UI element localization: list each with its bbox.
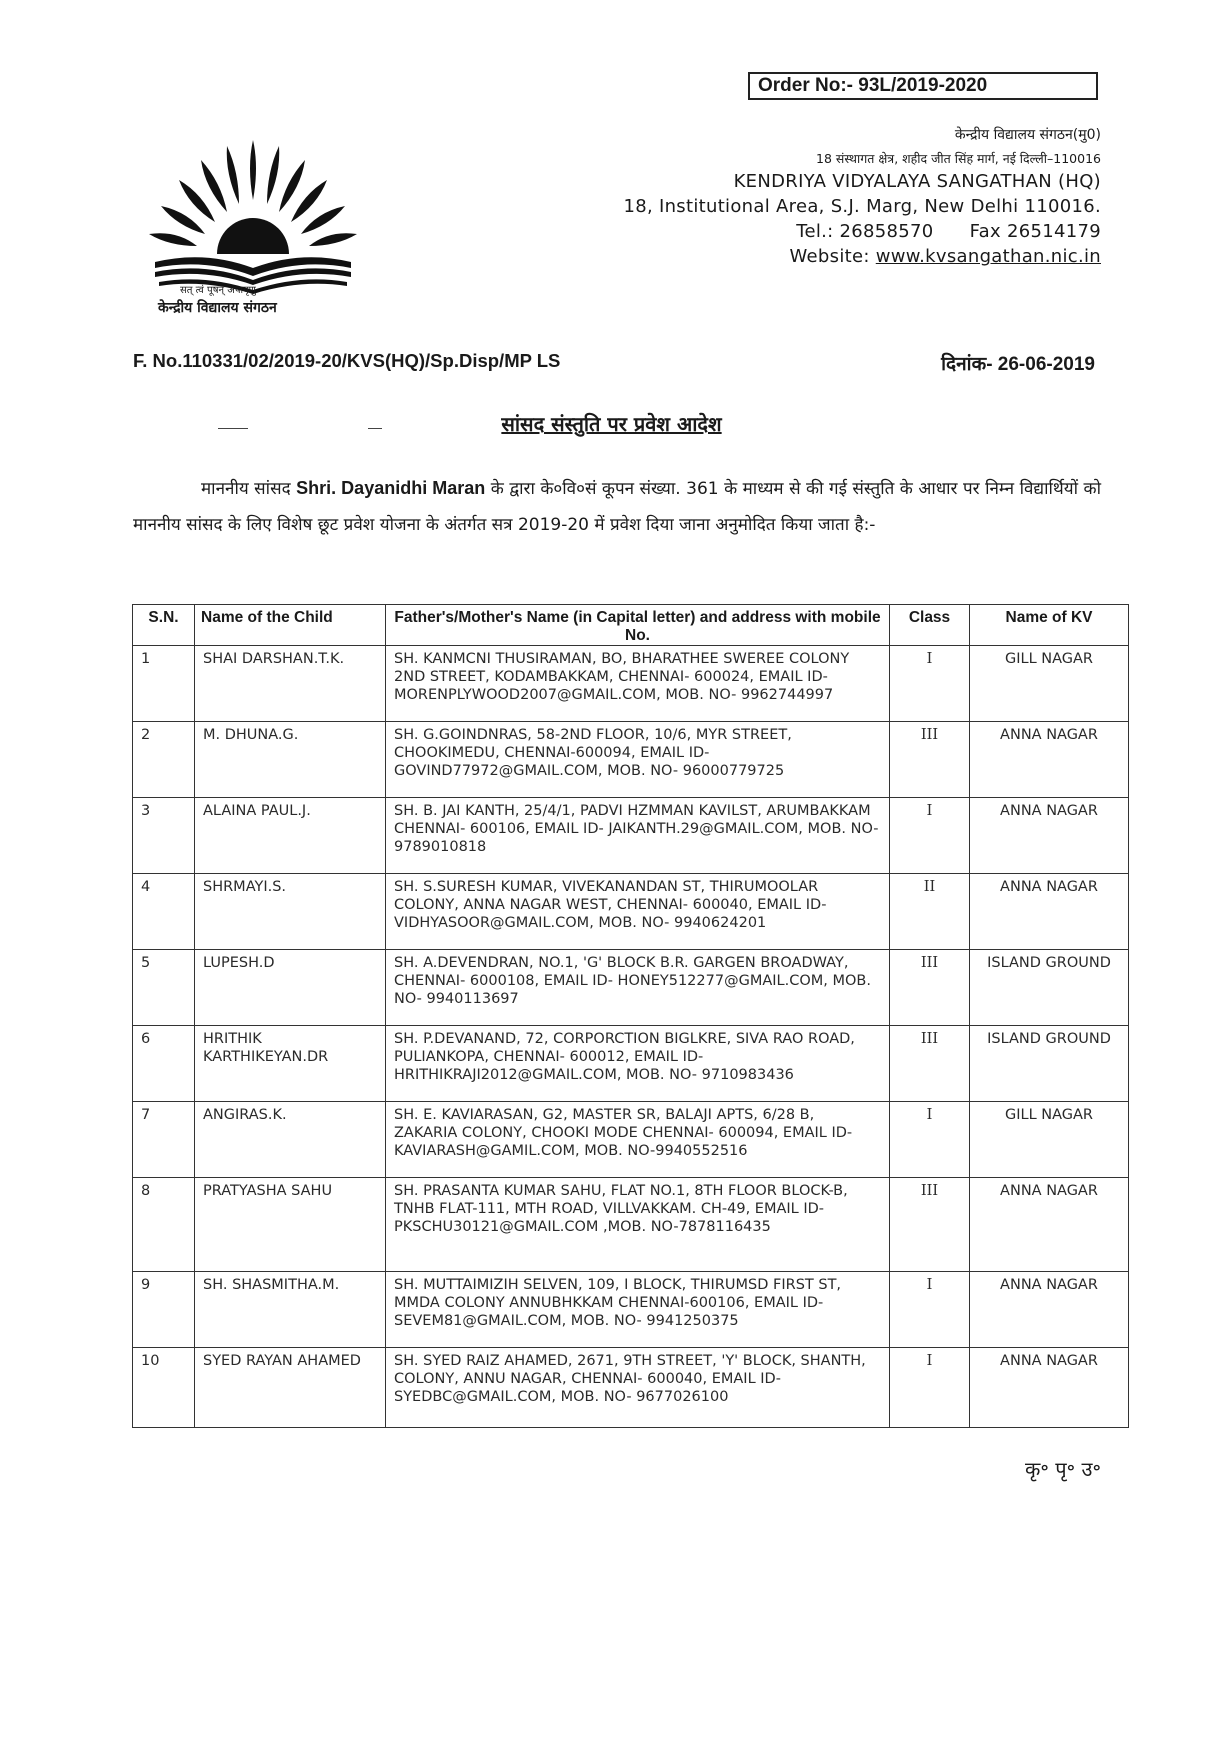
website-label: Website: bbox=[789, 246, 876, 267]
table-row bbox=[133, 1102, 1129, 1178]
cell-kv-name: ANNA NAGAR bbox=[970, 1348, 1129, 1428]
cell-sn: 5 bbox=[133, 950, 195, 1026]
table-row bbox=[133, 722, 1129, 798]
mp-name: Shri. Dayanidhi Maran bbox=[296, 478, 486, 498]
cell-kv-name: ANNA NAGAR bbox=[970, 874, 1129, 950]
header-class: Class bbox=[890, 605, 970, 646]
cell-parent-details: SH. S.SURESH KUMAR, VIVEKANANDAN ST, THIRUMOOLAR COLONY, ANNA NAGAR WEST, CHENNAI- 600040, EMAIL ID- VIDHYASOOR@GMAIL.COM, MOB. NO- 9940624201 bbox=[386, 874, 890, 950]
cell-class: I bbox=[890, 1348, 970, 1428]
address-hindi-street: 18 संस्थागत क्षेत्र, शहीद जीत सिंह मार्ग, नई दिल्ली–110016 bbox=[816, 151, 1101, 166]
website-line bbox=[790, 246, 1102, 267]
cell-class: I bbox=[890, 1272, 970, 1348]
please-turn-over: कृ॰ पृ॰ उ॰ bbox=[1025, 1457, 1101, 1481]
cell-parent-details: SH. SYED RAIZ AHAMED, 2671, 9TH STREET, 'Y' BLOCK, SHANTH, COLONY, ANNU NAGAR, CHENNAI- 600040, EMAIL ID- SYEDBC@GMAIL.COM, MOB. NO- 9677026100 bbox=[386, 1348, 890, 1428]
table-row bbox=[133, 950, 1129, 1026]
cell-kv-name: ANNA NAGAR bbox=[970, 1178, 1129, 1272]
org-name: KENDRIYA VIDYALAYA SANGATHAN (HQ) bbox=[733, 171, 1101, 192]
intro-text-1: माननीय सांसद bbox=[201, 479, 297, 499]
admission-table bbox=[132, 604, 1129, 1428]
cell-sn: 8 bbox=[133, 1178, 195, 1272]
cell-kv-name: ISLAND GROUND bbox=[970, 1026, 1129, 1102]
address-hindi-name: केन्द्रीय विद्यालय संगठन(मु0) bbox=[954, 127, 1101, 143]
table-row bbox=[133, 798, 1129, 874]
address-street: 18, Institutional Area, S.J. Marg, New Delhi 110016. bbox=[623, 196, 1101, 217]
cell-sn: 6 bbox=[133, 1026, 195, 1102]
cell-parent-details: SH. A.DEVENDRAN, NO.1, 'G' BLOCK B.R. GARGEN BROADWAY, CHENNAI- 6000108, EMAIL ID- HONEY512277@GMAIL.COM, MOB. NO- 9940113697 bbox=[386, 950, 890, 1026]
header-kv-name: Name of KV bbox=[970, 605, 1129, 646]
order-number: Order No:- 93L/2019-2020 bbox=[748, 72, 1098, 100]
table-row bbox=[133, 874, 1129, 950]
table-row bbox=[133, 1348, 1129, 1428]
cell-sn: 10 bbox=[133, 1348, 195, 1428]
cell-parent-details: SH. P.DEVANAND, 72, CORPORCTION BIGLKRE, SIVA RAO ROAD, PULIANKOPA, CHENNAI- 600012, EMAIL ID- HRITHIKRAJI2012@GMAIL.COM, MOB. NO- 9710983436 bbox=[386, 1026, 890, 1102]
cell-class: III bbox=[890, 722, 970, 798]
cell-kv-name: GILL NAGAR bbox=[970, 1102, 1129, 1178]
cell-class: I bbox=[890, 1102, 970, 1178]
intro-text-2: के द्वारा के०वि०सं कूपन संख्या. 361 के माध्यम से की गई संस्तुति के आधार पर निम्न विद्यार्थियों को माननीय सांसद के लिए विशेष छूट प्रवेश योजना के अंतर्गत सत्र 2019-20 में प्रवेश दिया जाना अनुमोदित किया जाता है:- bbox=[133, 479, 1102, 535]
table-row bbox=[133, 646, 1129, 722]
cell-parent-details: SH. MUTTAIMIZIH SELVEN, 109, I BLOCK, THIRUMSD FIRST ST, MMDA COLONY ANNUBHKKAM CHENNAI-600106, EMAIL ID- SEVEM81@GMAIL.COM, MOB. NO- 9941250375 bbox=[386, 1272, 890, 1348]
cell-sn: 9 bbox=[133, 1272, 195, 1348]
website-link[interactable]: www.kvsangathan.nic.in bbox=[875, 246, 1101, 267]
table-row bbox=[133, 1178, 1129, 1272]
cell-child-name: ANGIRAS.K. bbox=[195, 1102, 386, 1178]
cell-parent-details: SH. G.GOINDNRAS, 58-2ND FLOOR, 10/6, MYR STREET, CHOOKIMEDU, CHENNAI-600094, EMAIL ID- GOVIND77972@GMAIL.COM, MOB. NO- 96000779725 bbox=[386, 722, 890, 798]
cell-sn: 1 bbox=[133, 646, 195, 722]
phone-fax: Tel.: 26858570 Fax 26514179 bbox=[796, 221, 1101, 242]
cell-child-name: SHRMAYI.S. bbox=[195, 874, 386, 950]
cell-class: III bbox=[890, 1178, 970, 1272]
cell-sn: 7 bbox=[133, 1102, 195, 1178]
order-date: दिनांक- 26-06-2019 bbox=[941, 354, 1095, 375]
file-number: F. No.110331/02/2019-20/KVS(HQ)/Sp.Disp/MP LS bbox=[133, 350, 561, 371]
cell-child-name: ALAINA PAUL.J. bbox=[195, 798, 386, 874]
cell-kv-name: ANNA NAGAR bbox=[970, 798, 1129, 874]
logo-caption: केन्द्रीय विद्यालय संगठन bbox=[158, 300, 277, 316]
table-row bbox=[133, 1272, 1129, 1348]
cell-kv-name: ANNA NAGAR bbox=[970, 722, 1129, 798]
cell-child-name: LUPESH.D bbox=[195, 950, 386, 1026]
cell-sn: 4 bbox=[133, 874, 195, 950]
table-header-row bbox=[133, 605, 1129, 646]
cell-sn: 2 bbox=[133, 722, 195, 798]
cell-kv-name: GILL NAGAR bbox=[970, 646, 1129, 722]
intro-paragraph bbox=[133, 470, 1101, 543]
cell-kv-name: ANNA NAGAR bbox=[970, 1272, 1129, 1348]
header-child-name: Name of the Child bbox=[195, 605, 386, 646]
header-sn: S.N. bbox=[133, 605, 195, 646]
cell-child-name: SH. SHASMITHA.M. bbox=[195, 1272, 386, 1348]
cell-child-name: HRITHIK KARTHIKEYAN.DR bbox=[195, 1026, 386, 1102]
order-heading: सांसद संस्तुति पर प्रवेश आदेश bbox=[501, 412, 722, 436]
logo-motto: सत् त्वं पूषन् अपावृणु bbox=[180, 285, 256, 296]
cell-class: I bbox=[890, 798, 970, 874]
cell-class: I bbox=[890, 646, 970, 722]
cell-child-name: SHAI DARSHAN.T.K. bbox=[195, 646, 386, 722]
cell-parent-details: SH. E. KAVIARASAN, G2, MASTER SR, BALAJI APTS, 6/28 B, ZAKARIA COLONY, CHOOKI MODE CHENNAI- 600094, EMAIL ID- KAVIARASH@GAMIL.COM, MOB. NO-9940552516 bbox=[386, 1102, 890, 1178]
cell-child-name: M. DHUNA.G. bbox=[195, 722, 386, 798]
cell-class: III bbox=[890, 950, 970, 1026]
header-parent-details: Father's/Mother's Name (in Capital letter) and address with mobile No. bbox=[386, 605, 890, 646]
cell-parent-details: SH. KANMCNI THUSIRAMAN, BO, BHARATHEE SWEREE COLONY 2ND STREET, KODAMBAKKAM, CHENNAI- 600024, EMAIL ID- MORENPLYWOOD2007@GMAIL.COM, MOB. NO- 9962744997 bbox=[386, 646, 890, 722]
cell-child-name: SYED RAYAN AHAMED bbox=[195, 1348, 386, 1428]
table-row bbox=[133, 1026, 1129, 1102]
cell-kv-name: ISLAND GROUND bbox=[970, 950, 1129, 1026]
cell-class: III bbox=[890, 1026, 970, 1102]
cell-class: II bbox=[890, 874, 970, 950]
cell-parent-details: SH. PRASANTA KUMAR SAHU, FLAT NO.1, 8TH FLOOR BLOCK-B, TNHB FLAT-111, MTH ROAD, VILLVAKKAM. CH-49, EMAIL ID- PKSCHU30121@GMAIL.COM ,MOB. NO-7878116435 bbox=[386, 1178, 890, 1272]
cell-parent-details: SH. B. JAI KANTH, 25/4/1, PADVI HZMMAN KAVILST, ARUMBAKKAM CHENNAI- 600106, EMAIL ID- JAIKANTH.29@GMAIL.COM, MOB. NO- 9789010818 bbox=[386, 798, 890, 874]
cell-child-name: PRATYASHA SAHU bbox=[195, 1178, 386, 1272]
cell-sn: 3 bbox=[133, 798, 195, 874]
